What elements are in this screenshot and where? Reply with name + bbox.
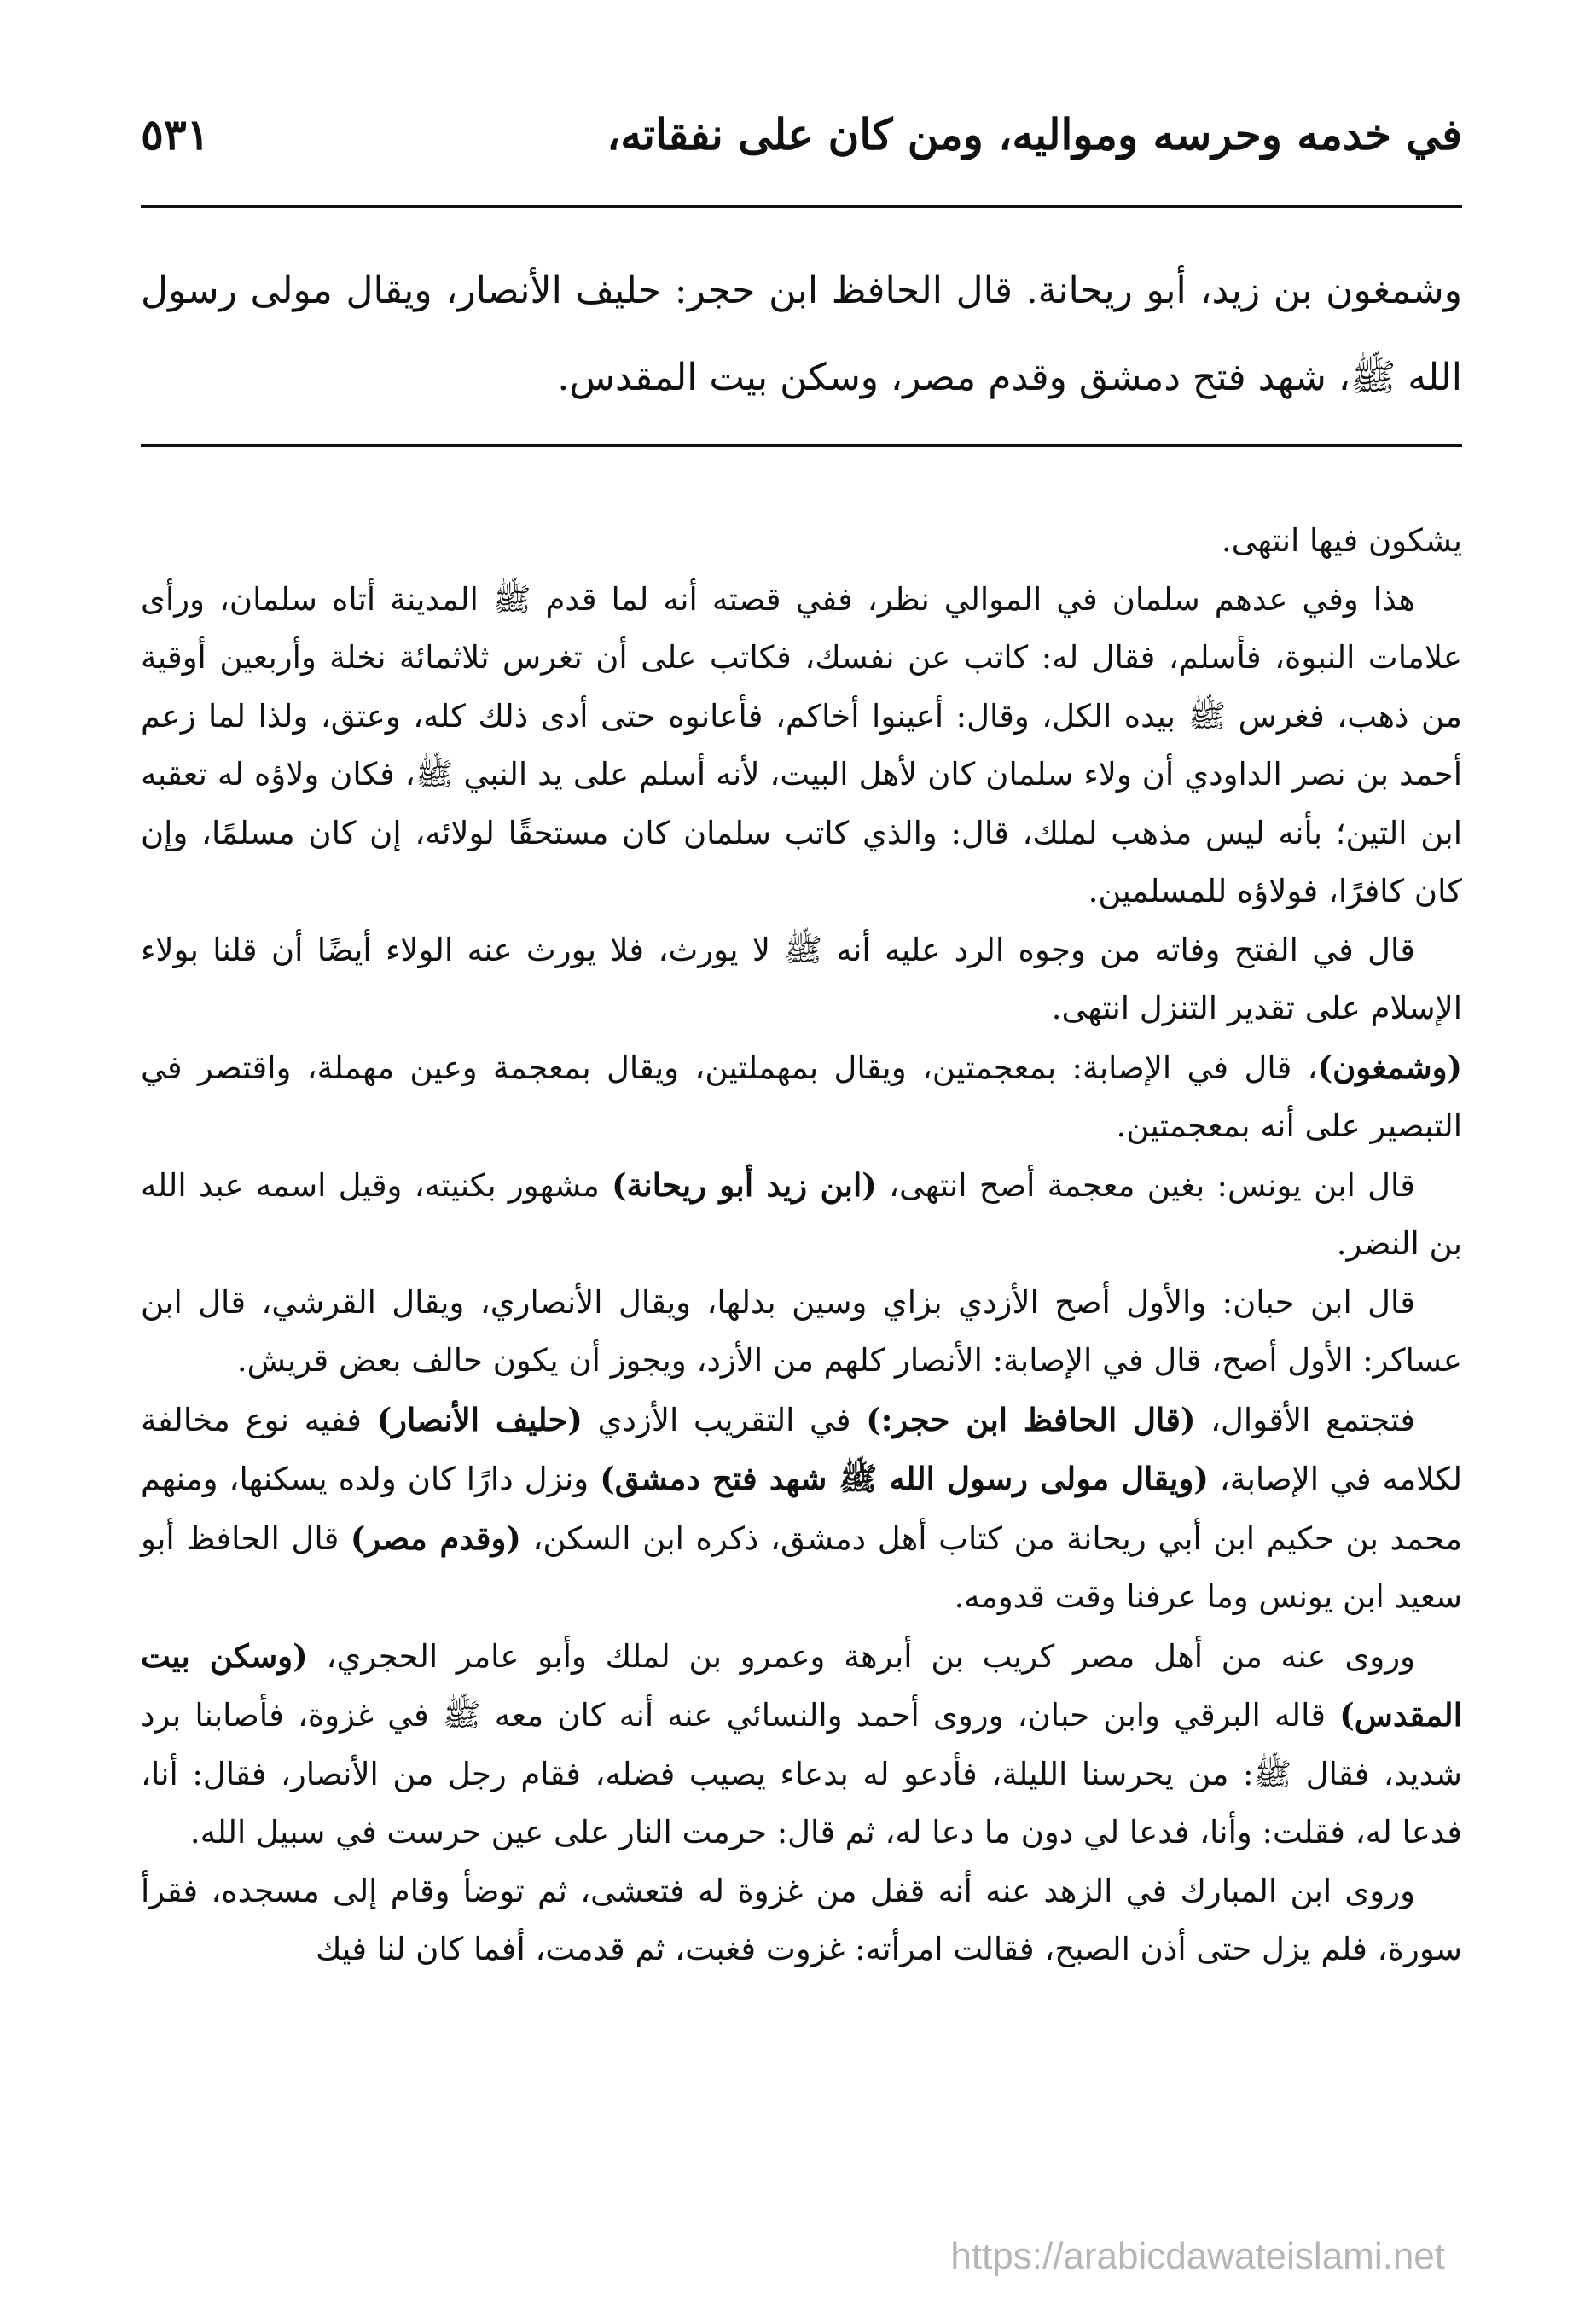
paragraph	[141, 512, 1462, 571]
paragraph	[141, 571, 1462, 921]
running-title: في خدمه وحرسه ومواليه، ومن كان على نفقاته،	[607, 109, 1462, 160]
paragraph-text: فتجتمع الأقوال،	[1195, 1401, 1416, 1438]
paragraph	[141, 1274, 1462, 1391]
paragraph	[141, 1038, 1462, 1156]
paragraph	[141, 1627, 1462, 1862]
paragraph-text: وروى ابن المبارك في الزهد عنه أنه قفل من غزوة له فتعشى، ثم توضأ وقام إلى مسجده، فقرأ سورة، فلم يزل حتى أذن الصبح، فقالت امرأته: غزوت فغبت، ثم قدمت، أفما كان لنا فيك	[141, 1872, 1462, 1967]
running-header	[141, 109, 1462, 195]
matn-text: وشمغون بن زيد، أبو ريحانة. قال الحافظ ابن حجر: حليف الأنصار، ويقال مولى رسول الله ﷺ، شهد فتح دمشق وقدم مصر، وسكن بيت المقدس.	[141, 269, 1462, 399]
matn-divider	[141, 444, 1462, 447]
quoted-matn: (ابن زيد أبو ريحانة)	[612, 1165, 877, 1204]
quoted-matn: (وسكن بيت المقدس)	[141, 1636, 1462, 1734]
paragraph	[141, 1156, 1462, 1274]
quoted-matn: (قال الحافظ ابن حجر:)	[866, 1400, 1196, 1438]
paragraph-text: ونزل دارًا كان ولده يسكنها، ومنهم محمد بن حكيم ابن أبي ريحانة من كتاب أهل دمشق، ذكره ابن السكن،	[141, 1461, 1462, 1557]
quoted-matn: (ويقال مولى رسول الله ﷺ شهد فتح دمشق)	[600, 1460, 1209, 1497]
paragraph-text: يشكون فيها انتهى.	[1221, 522, 1462, 559]
paragraph	[141, 1391, 1462, 1627]
paragraph-text: قال ابن حبان: والأول أصح الأزدي بزاي وسين بدلها، ويقال الأنصاري، ويقال القرشي، قال ابن عساكر: الأول أصح، قال في الإصابة: الأنصار كلهم من الأزد، ويجوز أن يكون حالف بعض قريش.	[141, 1283, 1462, 1379]
paragraph-text: هذا وفي عدهم سلمان في الموالي نظر، ففي قصته أنه لما قدم ﷺ المدينة أتاه سلمان، ورأى علامات النبوة، فأسلم، فقال له: كاتب عن نفسك، فكاتب على أن تغرس ثلاثمائة نخلة وأربعين أوقية من ذهب، فغرس ﷺ بيده الكل، وقال: أعينوا أخاكم، فأعانوه حتى أدى ذلك كله، وعتق، ولذا لما زعم أحمد بن نصر الداودي أن ولاء سلمان كان لأهل البيت، لأنه أسلم على يد النبي ﷺ، فكان ولاؤه له تعقبه ابن التين؛ بأنه ليس مذهب لملك، قال: والذي كاتب سلمان كان مستحقًا لولائه، إن كان مسلمًا، وإن كان كافرًا، فولاؤه للمسلمين.	[141, 580, 1462, 909]
page-number: ٥٣١	[141, 109, 210, 160]
paragraph-text: قاله البرقي وابن حبان، وروى أحمد والنسائي عنه أنه كان معه ﷺ في غزوة، فأصابنا برد شديد، فقال ﷺ: من يحرسنا الليلة، فأدعو له بدعاء يصيب فضله، فقام رجل من الأنصار، فقال: أنا، فدعا له، فقلت: وأنا، فدعا لي دون ما دعا له، ثم قال: حرمت النار على عين حرست في سبيل الله.	[141, 1697, 1462, 1850]
commentary-body	[141, 512, 1462, 1979]
quoted-matn: (حليف الأنصار)	[376, 1400, 583, 1438]
header-divider	[141, 205, 1462, 208]
paragraph-text: وروى عنه من أهل مصر كريب بن أبرهة وعمرو بن لملك وأبو عامر الحجري،	[307, 1637, 1415, 1675]
paragraph	[141, 921, 1462, 1038]
paragraph-text: في التقريب الأزدي	[582, 1401, 867, 1438]
paragraph-text: مشهور بكنيته، وقيل اسمه عبد الله بن النضر.	[141, 1166, 1462, 1262]
paragraph-text: قال ابن يونس: بغين معجمة أصح انتهى،	[876, 1166, 1415, 1204]
paragraph-text: قال الحافظ أبو سعيد ابن يونس وما عرفنا وقت قدومه.	[141, 1519, 1462, 1615]
quoted-matn: (وشمغون)	[1317, 1048, 1462, 1086]
paragraph-text: قال في الفتح وفاته من وجوه الرد عليه أنه ﷺ لا يورث، فلا يورث عنه الولاء أيضًا أن قلنا بولاء الإسلام على تقدير التنزل انتهى.	[141, 931, 1462, 1026]
paragraph	[141, 1862, 1462, 1979]
watermark-url: https://arabicdawateislami.net	[950, 2235, 1445, 2277]
paragraph-text: ففيه نوع مخالفة لكلامه في الإصابة،	[141, 1401, 1462, 1497]
paragraph-text: ، قال في الإصابة: بمعجمتين، ويقال بمهملتين، ويقال بمعجمة وعين مهملة، واقتصر في التبصير على أنه بمعجمتين.	[141, 1049, 1462, 1144]
quoted-matn: (وقدم مصر)	[350, 1519, 521, 1557]
